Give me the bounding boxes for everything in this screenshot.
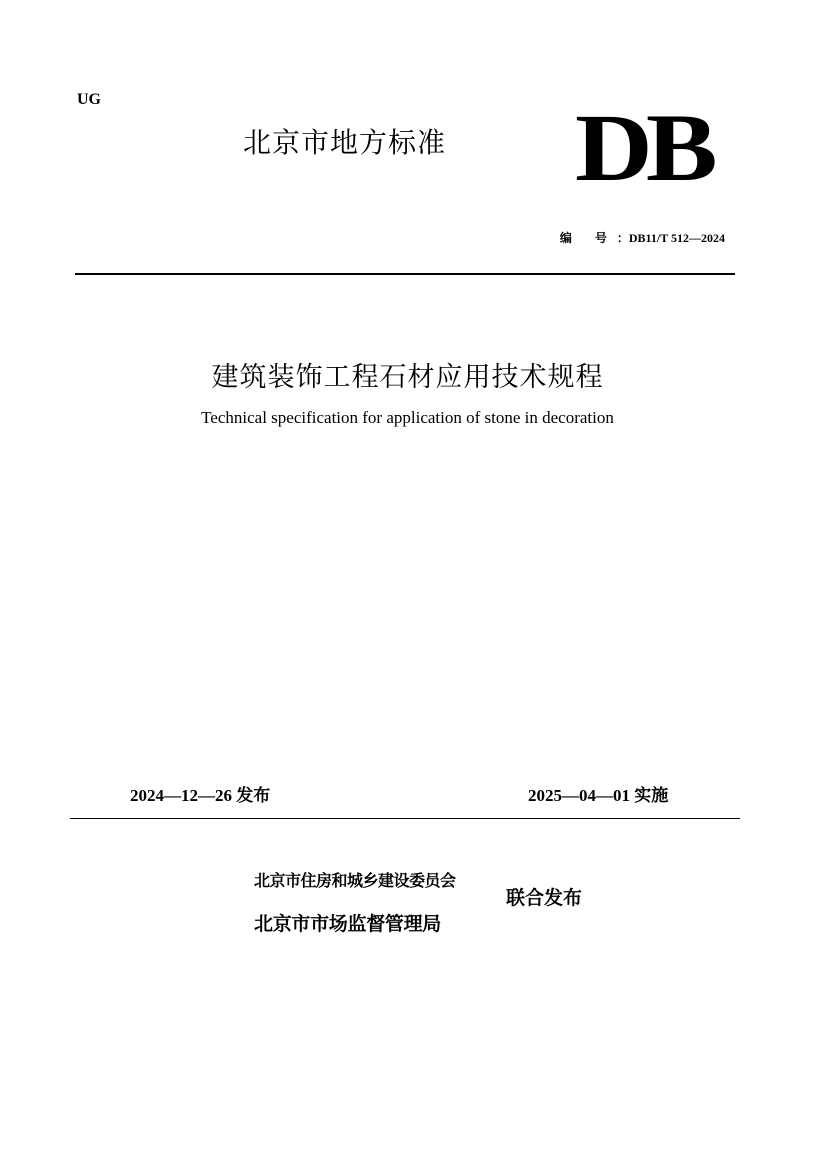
joint-release-label: 联合发布 <box>506 887 583 909</box>
issuer-housing-commission: 北京市住房和城乡建设委员会 <box>254 871 456 890</box>
classification-code: UG <box>77 91 101 108</box>
footer-divider <box>70 818 740 819</box>
standard-type-heading: 北京市地方标准 <box>243 126 447 159</box>
document-title: 建筑装饰工程石材应用技术规程 <box>211 362 604 393</box>
standard-number-colon: ： <box>616 231 629 245</box>
standard-number-label: 编 号 <box>559 231 617 245</box>
db-logo: DB <box>575 94 711 201</box>
issuer-market-regulation: 北京市市场监督管理局 <box>254 913 442 935</box>
header-divider <box>75 273 735 275</box>
document-title-english: Technical specification for application of stone in decoration <box>201 408 614 427</box>
standard-number-value: DB11/T 512—2024 <box>628 231 725 245</box>
implement-date: 2025—04—01 实施 <box>528 786 669 805</box>
publish-date: 2024—12—26 发布 <box>130 786 271 805</box>
standard-number <box>560 230 725 246</box>
